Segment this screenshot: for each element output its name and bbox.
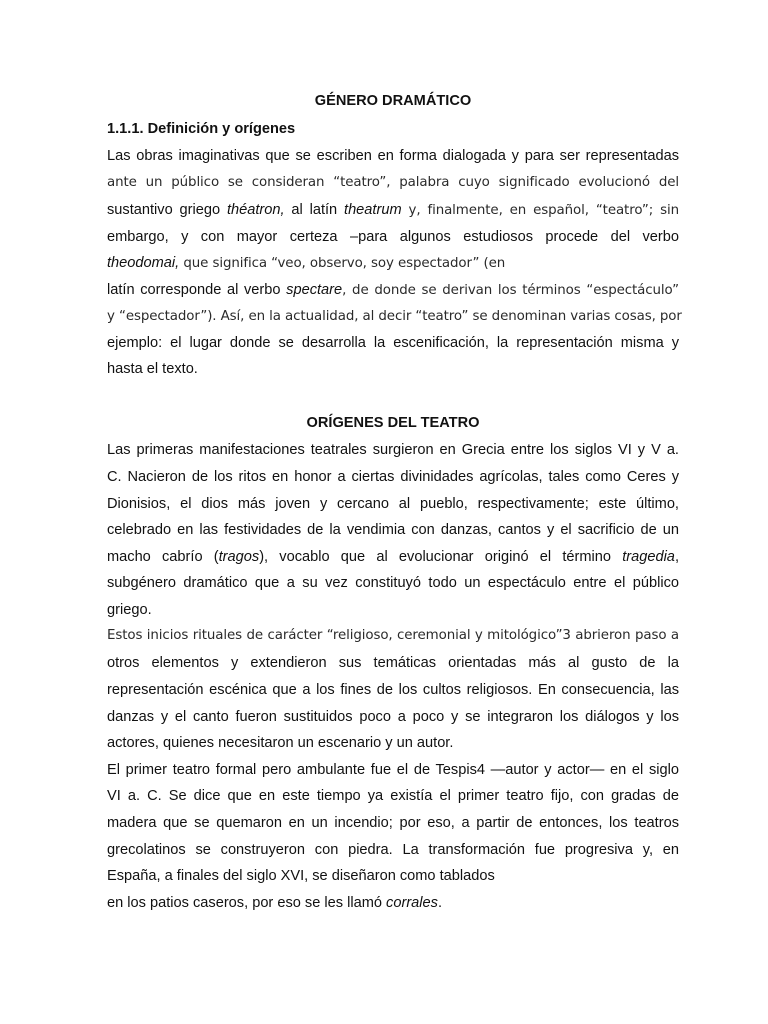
paragraph-line bbox=[107, 894, 679, 912]
text-run: que significa “veo, observo, soy espectador” (en bbox=[179, 256, 506, 271]
italic-term: spectare bbox=[286, 282, 343, 298]
paragraph-line: danzas y el canto fueron sustituidos poco a poco y se integraron los diálogos y los bbox=[107, 709, 679, 725]
paragraph-line: griego. bbox=[107, 602, 152, 618]
paragraph-line: grecolatinos se construyeron con piedra. La transformación fue progresiva y, en bbox=[107, 842, 679, 858]
paragraph-line bbox=[107, 281, 679, 300]
paragraph-line: otros elementos y extendieron sus temáticas orientadas más al gusto de la bbox=[107, 655, 679, 671]
paragraph-line: subgénero dramático que a su vez constituyó todo un espectáculo entre el público bbox=[107, 575, 679, 591]
italic-term: théatron, bbox=[226, 202, 285, 218]
text-run: al latín bbox=[284, 202, 345, 218]
paragraph-line bbox=[107, 548, 679, 566]
paragraph-line: representación escénica que a los fines de los cultos religiosos. En consecuencia, las bbox=[107, 682, 679, 698]
paragraph-line: Dionisios, el dios más joven y cercano al pueblo, respectivamente; este último, bbox=[107, 496, 679, 512]
paragraph-line bbox=[107, 254, 679, 273]
text-run: en los patios caseros, por eso se les llamó bbox=[107, 895, 387, 911]
title-genero-dramatico: GÉNERO DRAMÁTICO bbox=[314, 93, 472, 109]
italic-term: theodomai, bbox=[107, 255, 180, 271]
italic-term: theatrum bbox=[344, 202, 402, 218]
paragraph-line: embargo, y con mayor certeza –para algunos estudiosos procede del verbo bbox=[107, 229, 679, 245]
paragraph-line: celebrado en las festividades de la vendimia con danzas, cantos y el sacrificio de un bbox=[107, 522, 679, 538]
paragraph-line: Estos inicios rituales de carácter “religioso, ceremonial y mitológico”3 abrieron paso a bbox=[107, 628, 679, 643]
paragraph-line: España, a finales del siglo XVI, se diseñaron como tablados bbox=[107, 868, 495, 884]
paragraph-line: Las primeras manifestaciones teatrales surgieron en Grecia entre los siglos VI y V a. bbox=[107, 442, 679, 458]
paragraph-line bbox=[107, 201, 679, 220]
text-run: macho cabrío ( bbox=[107, 549, 219, 565]
text-run: sustantivo griego bbox=[107, 202, 227, 218]
italic-term: corrales bbox=[386, 895, 438, 911]
title-origenes-teatro: ORÍGENES DEL TEATRO bbox=[306, 415, 480, 431]
paragraph-line: hasta el texto. bbox=[107, 361, 198, 377]
paragraph-line: VI a. C. Se dice que en este tiempo ya existía el primer teatro fijo, con gradas de bbox=[107, 788, 679, 804]
italic-term: tragedia bbox=[622, 549, 675, 565]
text-run: y, finalmente, en español, “teatro”; sin bbox=[401, 203, 680, 218]
paragraph-line: actores, quienes necesitaron un escenario y un autor. bbox=[107, 735, 454, 751]
text-run: . bbox=[437, 895, 443, 911]
paragraph-line: ante un público se consideran “teatro”, palabra cuyo significado evolucionó del bbox=[107, 175, 679, 190]
paragraph-line: y “espectador”). Así, en la actualidad, al decir “teatro” se denominan varias cosas, por bbox=[107, 309, 682, 324]
paragraph-line: madera que se quemaron en un incendio; por eso, a partir de entonces, los teatros bbox=[107, 815, 679, 831]
italic-term: tragos bbox=[218, 549, 260, 565]
section-heading: 1.1.1. Definición y orígenes bbox=[107, 121, 296, 137]
paragraph-line: C. Nacieron de los ritos en honor a ciertas divinidades agrícolas, tales como Ceres y bbox=[107, 469, 679, 485]
text-run: , bbox=[674, 549, 679, 565]
paragraph-line: ejemplo: el lugar donde se desarrolla la escenificación, la representación misma y bbox=[107, 335, 679, 351]
text-run: ), vocablo que al evolucionar originó el término bbox=[259, 549, 623, 565]
text-run: , de donde se derivan los términos “espectáculo” bbox=[342, 283, 680, 298]
paragraph-line: Las obras imaginativas que se escriben en forma dialogada y para ser representadas bbox=[107, 148, 679, 164]
text-run: latín corresponde al verbo bbox=[107, 282, 287, 298]
paragraph-line: El primer teatro formal pero ambulante fue el de Tespis4 —autor y actor— en el siglo bbox=[107, 762, 679, 778]
